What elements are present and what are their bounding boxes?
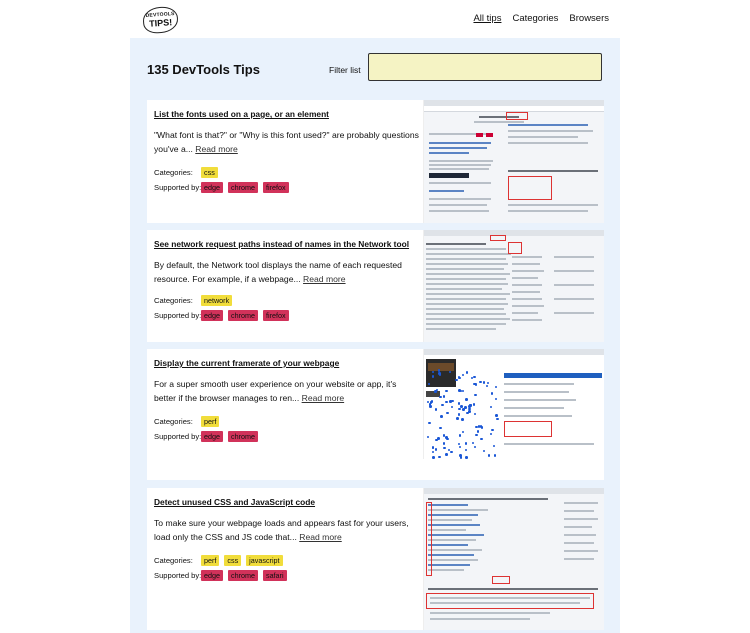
categories-label: Categories: [154, 417, 193, 426]
animation-dot [473, 403, 476, 406]
animation-dot [450, 451, 453, 454]
read-more-link[interactable]: Read more [301, 393, 345, 403]
animation-dot [478, 425, 481, 428]
animation-dot [443, 447, 446, 450]
animation-dot [443, 442, 446, 445]
tip-description [154, 377, 419, 405]
animation-dot [445, 390, 448, 393]
animation-dot [435, 408, 438, 411]
animation-dot [432, 456, 435, 459]
category-tags [201, 555, 283, 566]
animation-dot [461, 418, 464, 421]
animation-dot [474, 394, 477, 397]
animation-dot [462, 374, 465, 377]
animation-dot [475, 384, 478, 387]
supported-label: Supported by: [154, 571, 202, 580]
animation-dot [465, 442, 468, 445]
animation-dot [468, 410, 471, 413]
animation-dot [465, 449, 468, 452]
tip-screenshot [423, 349, 604, 459]
supported-label: Supported by: [154, 432, 202, 441]
animation-dot [490, 433, 493, 436]
tip-description-text: For a super smooth user experience on your website or app, it's better if the browser manages to ren... [154, 379, 397, 403]
animation-dot [429, 403, 432, 406]
animation-dot [496, 418, 499, 421]
supported-label: Supported by: [154, 311, 202, 320]
animation-dot [439, 427, 442, 430]
browser-tag-chrome[interactable]: chrome [228, 182, 258, 193]
supported-label: Supported by: [154, 183, 202, 192]
tip-title-link[interactable]: See network request paths instead of names in the Network tool [154, 239, 410, 249]
animation-dot [458, 402, 461, 405]
animation-dot [455, 379, 458, 382]
category-tag-javascript[interactable]: javascript [246, 555, 282, 566]
animation-dot [427, 436, 430, 439]
animation-dot [451, 406, 454, 409]
animation-dot [438, 456, 441, 459]
animation-dot [477, 430, 480, 433]
animation-dot [438, 369, 441, 372]
tip-description [154, 258, 419, 286]
nav-all-tips[interactable]: All tips [473, 13, 502, 24]
category-tag-perf[interactable]: perf [201, 416, 219, 427]
animation-dot [462, 431, 465, 434]
animation-dot [458, 443, 461, 446]
animation-dot [435, 448, 438, 451]
filter-input[interactable] [368, 53, 602, 81]
tip-card [147, 230, 604, 342]
tip-card [147, 349, 604, 480]
animation-dot [483, 381, 486, 384]
animation-dot [446, 412, 449, 415]
page-title: 135 DevTools Tips [147, 62, 260, 77]
tip-title-link[interactable]: Display the current framerate of your webpage [154, 358, 340, 368]
animation-dot [472, 442, 475, 445]
category-tag-perf[interactable]: perf [201, 555, 219, 566]
animation-dot [493, 445, 496, 448]
browser-tag-edge[interactable]: edge [201, 431, 223, 442]
animation-dot [428, 422, 431, 425]
logo-line-2: TIPS! [148, 16, 173, 29]
tip-description-text: "What font is that?" or "Why is this font used?" are probably questions you've a... [154, 130, 419, 154]
animation-dot [465, 398, 468, 401]
browser-tag-chrome[interactable]: chrome [228, 570, 258, 581]
tip-description-text: By default, the Network tool displays the name of each requested resource. For example, if a webpage... [154, 260, 402, 284]
animation-dot [459, 446, 462, 449]
animation-dot [490, 406, 493, 409]
nav-categories[interactable]: Categories [512, 13, 559, 24]
category-tag-css[interactable]: css [224, 555, 241, 566]
read-more-link[interactable]: Read more [299, 532, 342, 542]
animation-dot [486, 385, 489, 388]
animation-dot [475, 434, 478, 437]
browser-tag-firefox[interactable]: firefox [263, 310, 289, 321]
browser-tag-edge[interactable]: edge [201, 570, 223, 581]
browser-tag-edge[interactable]: edge [201, 310, 223, 321]
browser-tags [201, 182, 289, 193]
animation-dot [435, 439, 438, 442]
animation-dot [465, 456, 468, 459]
animation-dot [443, 395, 446, 398]
animation-dot [440, 415, 443, 418]
animation-dot [445, 401, 448, 404]
animation-dot [432, 451, 435, 454]
animation-dot [462, 390, 465, 393]
animation-dot [445, 453, 448, 456]
browser-tags [201, 570, 287, 581]
tip-card [147, 488, 604, 630]
animation-dot [443, 434, 446, 437]
animation-dot [479, 381, 482, 384]
animation-dot [438, 372, 441, 375]
category-tag-css[interactable]: css [201, 167, 218, 178]
animation-dot [495, 398, 498, 401]
tip-screenshot [423, 488, 604, 630]
animation-dot [495, 386, 498, 389]
devtools-tips-logo[interactable] [142, 6, 179, 34]
animation-dot [441, 404, 444, 407]
animation-dot [491, 429, 494, 432]
tip-screenshot [423, 100, 604, 223]
animation-dot [432, 447, 435, 450]
browser-tag-chrome[interactable]: chrome [228, 431, 258, 442]
animation-dot [480, 438, 483, 441]
tip-card [147, 100, 604, 223]
animation-dot [473, 376, 476, 379]
animation-dot [466, 371, 469, 374]
animation-dot [460, 456, 463, 459]
animation-dot [487, 382, 490, 385]
browser-tags [201, 431, 258, 442]
animation-dot [445, 436, 448, 439]
animation-dot [488, 454, 491, 457]
logo-line-1: DEVTOOLS [145, 10, 175, 19]
read-more-link[interactable]: Read more [303, 274, 346, 284]
animation-dot [494, 454, 497, 457]
tip-description-text: To make sure your webpage loads and appears fast for your users, load only the CSS and JS code that... [154, 518, 409, 542]
animation-dot [474, 446, 477, 449]
animation-dot [483, 450, 486, 453]
animation-dot [462, 408, 465, 411]
browser-tag-safari[interactable]: safari [263, 570, 287, 581]
tip-title-link[interactable]: Detect unused CSS and JavaScript code [154, 497, 316, 507]
category-tags [201, 416, 219, 427]
nav-browsers[interactable]: Browsers [569, 13, 609, 24]
categories-label: Categories: [154, 296, 193, 305]
tip-title-link[interactable]: List the fonts used on a page, or an element [154, 109, 329, 119]
category-tag-network[interactable]: network [201, 295, 232, 306]
animation-dot [491, 392, 494, 395]
tip-description [154, 128, 419, 156]
tip-description [154, 516, 419, 544]
tip-screenshot [423, 230, 604, 342]
site-header [0, 0, 750, 38]
animation-dot [474, 413, 477, 416]
animation-dot [456, 417, 459, 420]
browser-tag-edge[interactable]: edge [201, 182, 223, 193]
category-tags [201, 167, 218, 178]
animation-dot [439, 396, 442, 399]
animation-dot [469, 404, 472, 407]
category-tags [201, 295, 232, 306]
read-more-link[interactable]: Read more [195, 144, 238, 154]
categories-label: Categories: [154, 168, 193, 177]
categories-label: Categories: [154, 556, 193, 565]
tips-panel [130, 38, 620, 633]
animation-dot [495, 414, 498, 417]
browser-tag-firefox[interactable]: firefox [263, 182, 289, 193]
animation-dot [459, 434, 462, 437]
animation-dot [458, 408, 461, 411]
filter-label: Filter list [329, 65, 361, 75]
animation-dot [449, 400, 452, 403]
browser-tags [201, 310, 289, 321]
browser-tag-chrome[interactable]: chrome [228, 310, 258, 321]
main-nav [473, 13, 609, 24]
